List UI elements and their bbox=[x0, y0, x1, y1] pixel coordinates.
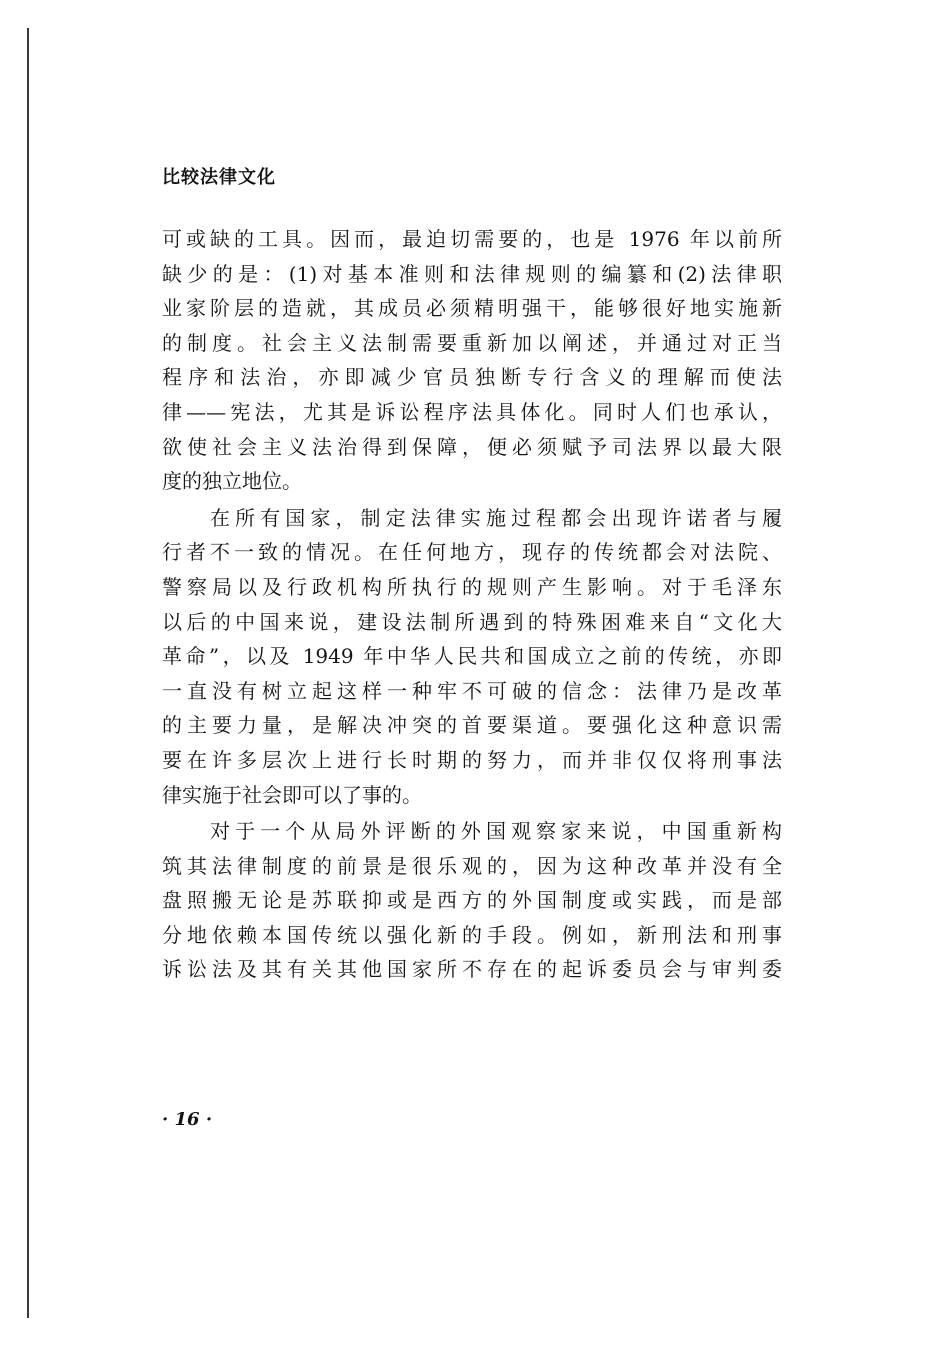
running-head: 比较法律文化 bbox=[162, 167, 276, 188]
text-line: 盘照搬无论是苏联抑或是西方的外国制度或实践，而是部 bbox=[162, 888, 782, 913]
text-line: 在所有国家，制定法律实施过程都会出现许诺者与履 bbox=[210, 505, 782, 530]
paragraph bbox=[162, 501, 782, 812]
page-number: · 16 · bbox=[162, 1109, 213, 1130]
text-line: 一直没有树立起这样一种牢不可破的信念：法律乃是改革 bbox=[162, 678, 782, 703]
text-line: 对于一个从局外评断的外国观察家来说，中国重新构 bbox=[210, 819, 782, 844]
text-line: 律——宪法，尤其是诉讼程序法具体化。同时人们也承认， bbox=[162, 399, 782, 424]
text-line: 以后的中国来说，建设法制所遇到的特殊困难来自“文化大 bbox=[162, 609, 782, 634]
text-line: 诉讼法及其有关其他国家所不存在的起诉委员会与审判委 bbox=[162, 957, 782, 982]
text-line: 要在许多层次上进行长时期的努力，而并非仅仅将刑事法 bbox=[162, 747, 782, 772]
text-line: 律实施于社会即可以了事的。 bbox=[162, 782, 422, 807]
text-line: 警察局以及行政机构所执行的规则产生影响。对于毛泽东 bbox=[162, 574, 782, 599]
text-line: 业家阶层的造就，其成员必须精明强干，能够很好地实施新 bbox=[162, 296, 782, 321]
paragraph bbox=[162, 222, 782, 499]
text-line: 缺少的是：(1)对基本准则和法律规则的编纂和(2)法律职 bbox=[162, 261, 782, 286]
text-line: 革命”，以及 1949 年中华人民共和国成立之前的传统，亦即 bbox=[162, 644, 782, 669]
text-line: 的主要力量，是解决冲突的首要渠道。要强化这种意识需 bbox=[162, 713, 782, 738]
text-line: 程序和法治，亦即减少官员独断专行含义的理解而使法 bbox=[162, 365, 782, 390]
body-text bbox=[162, 222, 782, 987]
text-line: 筑其法律制度的前景是很乐观的，因为这种改革并没有全 bbox=[162, 853, 782, 878]
text-line: 欲使社会主义法治得到保障，便必须赋予司法界以最大限 bbox=[162, 434, 782, 459]
text-line: 行者不一致的情况。在任何地方，现存的传统都会对法院、 bbox=[162, 540, 782, 565]
binding-edge-line bbox=[27, 28, 29, 1318]
paragraph bbox=[162, 814, 782, 987]
text-line: 度的独立地位。 bbox=[162, 469, 302, 494]
text-line: 的制度。社会主义法制需要重新加以阐述，并通过对正当 bbox=[162, 330, 782, 355]
text-line: 可或缺的工具。因而，最迫切需要的，也是 1976 年以前所 bbox=[162, 227, 782, 251]
text-line: 分地依赖本国传统以强化新的手段。例如，新刑法和刑事 bbox=[162, 922, 782, 947]
